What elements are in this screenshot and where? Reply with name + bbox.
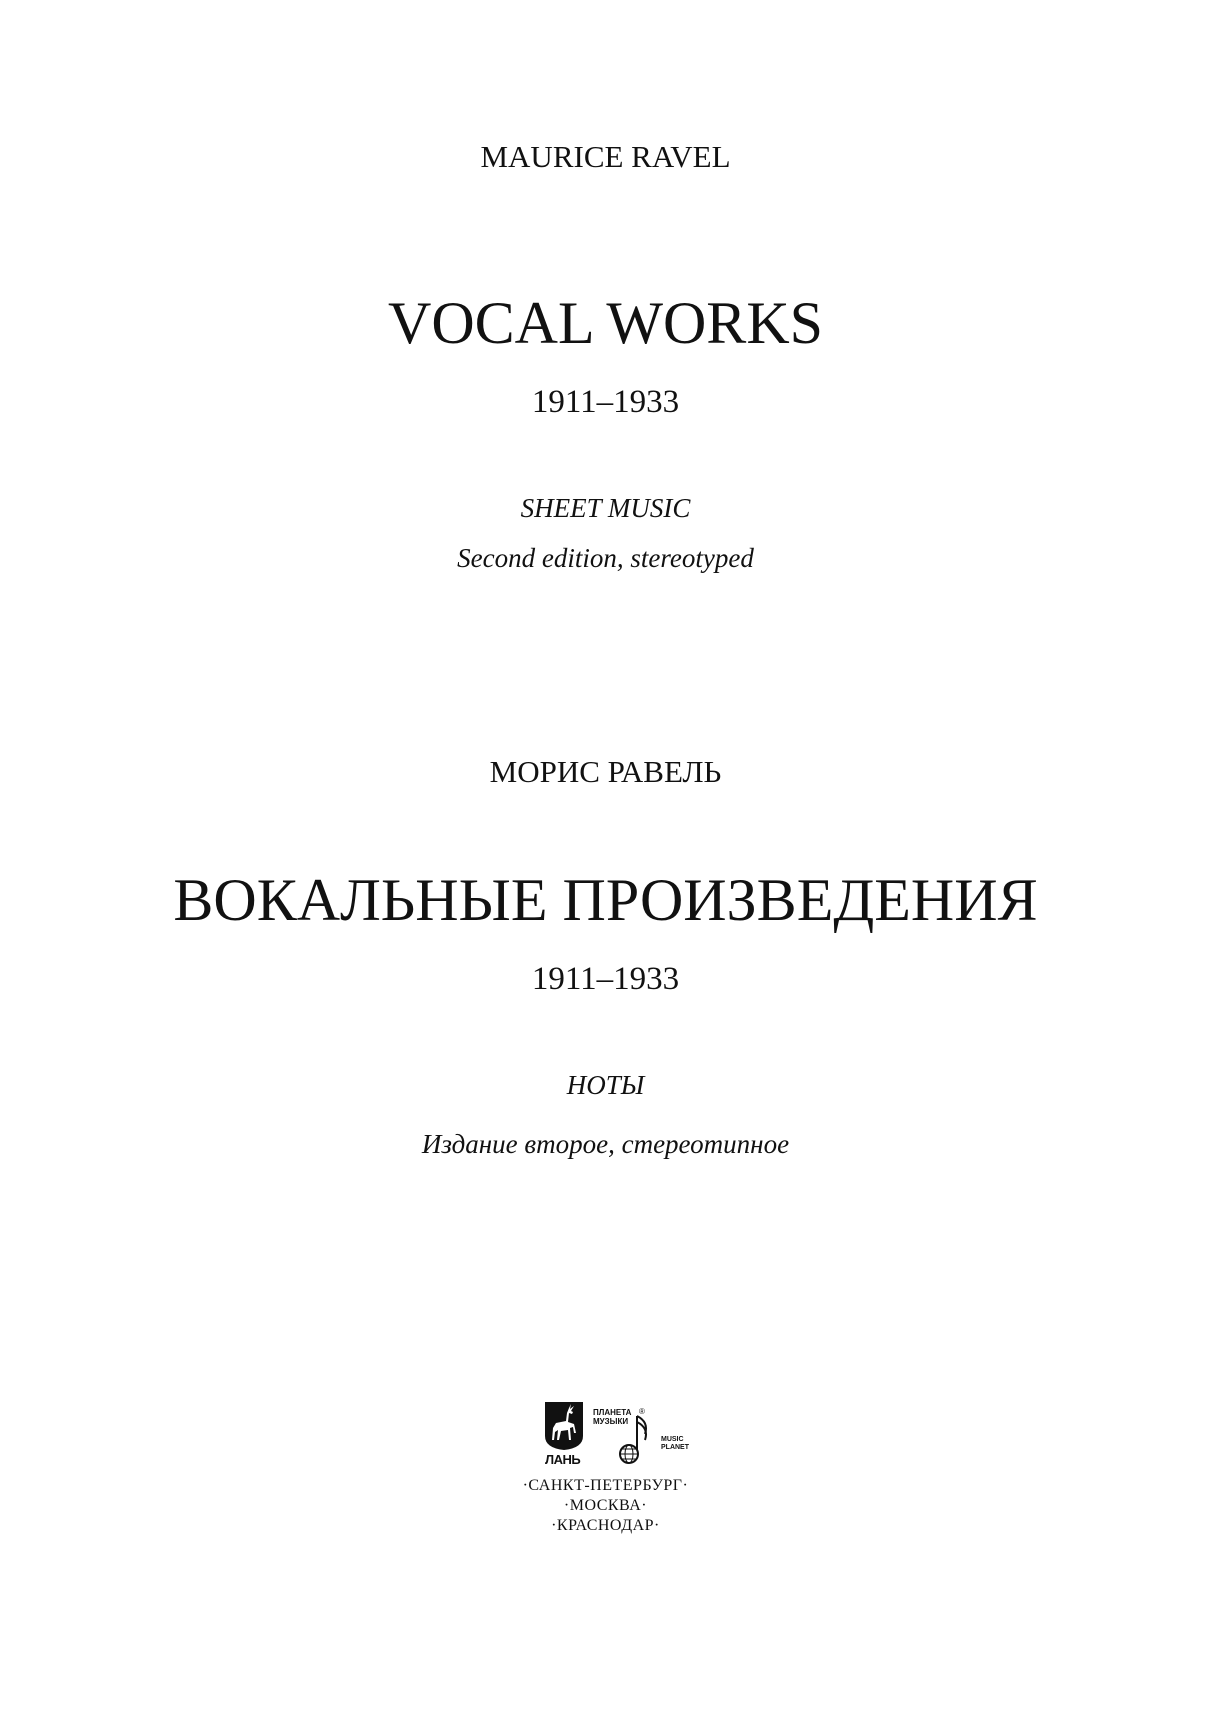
years-russian: 1911–1933 — [531, 961, 680, 997]
publication-type-russian: НОТЫ — [566, 1070, 645, 1100]
edition-note-english: Second edition, stereotyped — [457, 543, 754, 573]
publisher-block — [0, 1400, 1211, 1560]
publisher-cities — [0, 1476, 1211, 1536]
music-note-globe-icon — [593, 1408, 663, 1468]
city-krasnodar: ·КРАСНОДАР· — [551, 1517, 660, 1534]
author-name-russian: МОРИС РАВЕЛЬ — [489, 754, 722, 789]
music-planet-russian-text: ПЛАНЕТА МУЗЫКИ — [593, 1408, 632, 1426]
city-saint-petersburg: ·САНКТ-ПЕТЕРБУРГ· — [522, 1477, 689, 1494]
music-planet-logo — [593, 1407, 689, 1468]
work-title-russian: ВОКАЛЬНЫЕ ПРОИЗВЕДЕНИЯ — [173, 867, 1038, 933]
publisher-logos — [543, 1400, 689, 1468]
years-english: 1911–1933 — [531, 384, 680, 420]
city-moscow: ·МОСКВА· — [563, 1497, 648, 1514]
music-planet-english-text: MUSIC PLANET — [661, 1436, 689, 1451]
work-title-english: VOCAL WORKS — [387, 290, 824, 356]
deer-logo-icon — [543, 1400, 593, 1468]
registered-mark: ® — [639, 1407, 645, 1416]
author-name-english: MAURICE RAVEL — [480, 139, 731, 174]
publication-type-english: SHEET MUSIC — [520, 493, 691, 523]
lan-logo-text: ЛАНЬ — [545, 1452, 581, 1467]
edition-note-russian: Издание второе, стереотипное — [421, 1129, 790, 1159]
